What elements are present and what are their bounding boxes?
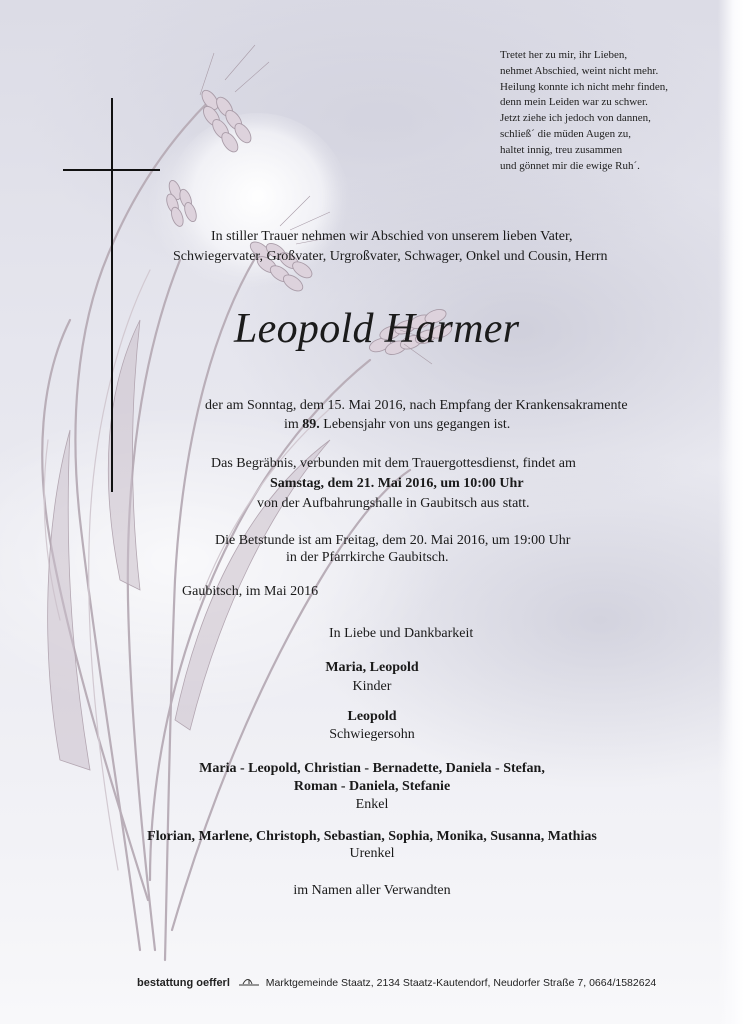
moon-shape [166, 113, 350, 297]
grandchildren-label: Enkel [355, 797, 389, 812]
poem-line: Tretet her zu mir, ihr Lieben, [500, 49, 628, 61]
children-label: Kinder [352, 679, 392, 694]
page-edge [718, 0, 744, 1024]
greatgrandchildren-names: Florian, Marlene, Christoph, Sebastian, Sophia, Monika, Susanna, Mathias [147, 829, 597, 844]
funeral-home-logo-icon [238, 977, 260, 987]
prayer-line-2: in der Pfarrkirche Gaubitsch. [286, 550, 449, 565]
footer [137, 977, 656, 989]
poem-line: Heilung konnte ich nicht mehr finden, [500, 80, 669, 93]
poem-line: Jetzt ziehe ich jedoch von dannen, [500, 112, 651, 125]
death-line-1: der am Sonntag, dem 15. Mai 2016, nach Empfang der Krankensakramente [205, 398, 628, 413]
deceased-name: Leopold Harmer [234, 306, 520, 352]
funeral-home-brand: bestattung oefferl [137, 977, 230, 989]
funeral-date-time: Samstag, dem 21. Mai 2016, um 10:00 Uhr [270, 476, 524, 491]
intro-line-2: Schwiegervater, Großvater, Urgroßvater, Schwager, Onkel und Cousin, Herrn [173, 249, 608, 264]
death-prefix: im [284, 417, 303, 432]
death-age: 89. [302, 417, 320, 432]
prayer-line-1: Die Betstunde ist am Freitag, dem 20. Mai 2016, um 19:00 Uhr [215, 533, 571, 548]
funeral-line-3: von der Aufbahrungshalle in Gaubitsch aus statt. [257, 496, 530, 511]
funeral-home-address: Marktgemeinde Staatz, 2134 Staatz-Kautendorf, Neudorfer Straße 7, 0664/1582624 [265, 977, 657, 989]
poem-line: schließ´ die müden Augen zu, [500, 127, 632, 140]
soninlaw-label: Schwiegersohn [329, 727, 415, 742]
poem-line: haltet innig, treu zusammen [500, 143, 623, 156]
grandchildren-line-2: Roman - Daniela, Stefanie [293, 779, 451, 794]
cross-icon [63, 98, 160, 492]
soninlaw-name: Leopold [347, 709, 397, 724]
intro-line-1: In stiller Trauer nehmen wir Abschied von unserem lieben Vater, [211, 229, 573, 244]
poem-line: denn mein Leiden war zu schwer. [500, 96, 648, 109]
place-date: Gaubitsch, im Mai 2016 [182, 584, 319, 599]
poem [500, 48, 668, 174]
funeral-line-1: Das Begräbnis, verbunden mit dem Trauergottesdienst, findet am [211, 456, 576, 471]
death-line-2 [284, 417, 510, 433]
poem-line: und gönnet mir die ewige Ruh´. [500, 159, 640, 172]
poem-line: nehmet Abschied, weint nicht mehr. [500, 64, 659, 77]
relatives-note: im Namen aller Verwandten [293, 883, 451, 898]
children-names: Maria, Leopold [325, 660, 419, 675]
death-suffix: Lebensjahr von uns gegangen ist. [319, 417, 511, 432]
closing-intro: In Liebe und Dankbarkeit [329, 626, 474, 641]
grandchildren-line-1: Maria - Leopold, Christian - Bernadette, Daniela - Stefan, [199, 761, 545, 776]
greatgrandchildren-label: Urenkel [349, 846, 395, 861]
